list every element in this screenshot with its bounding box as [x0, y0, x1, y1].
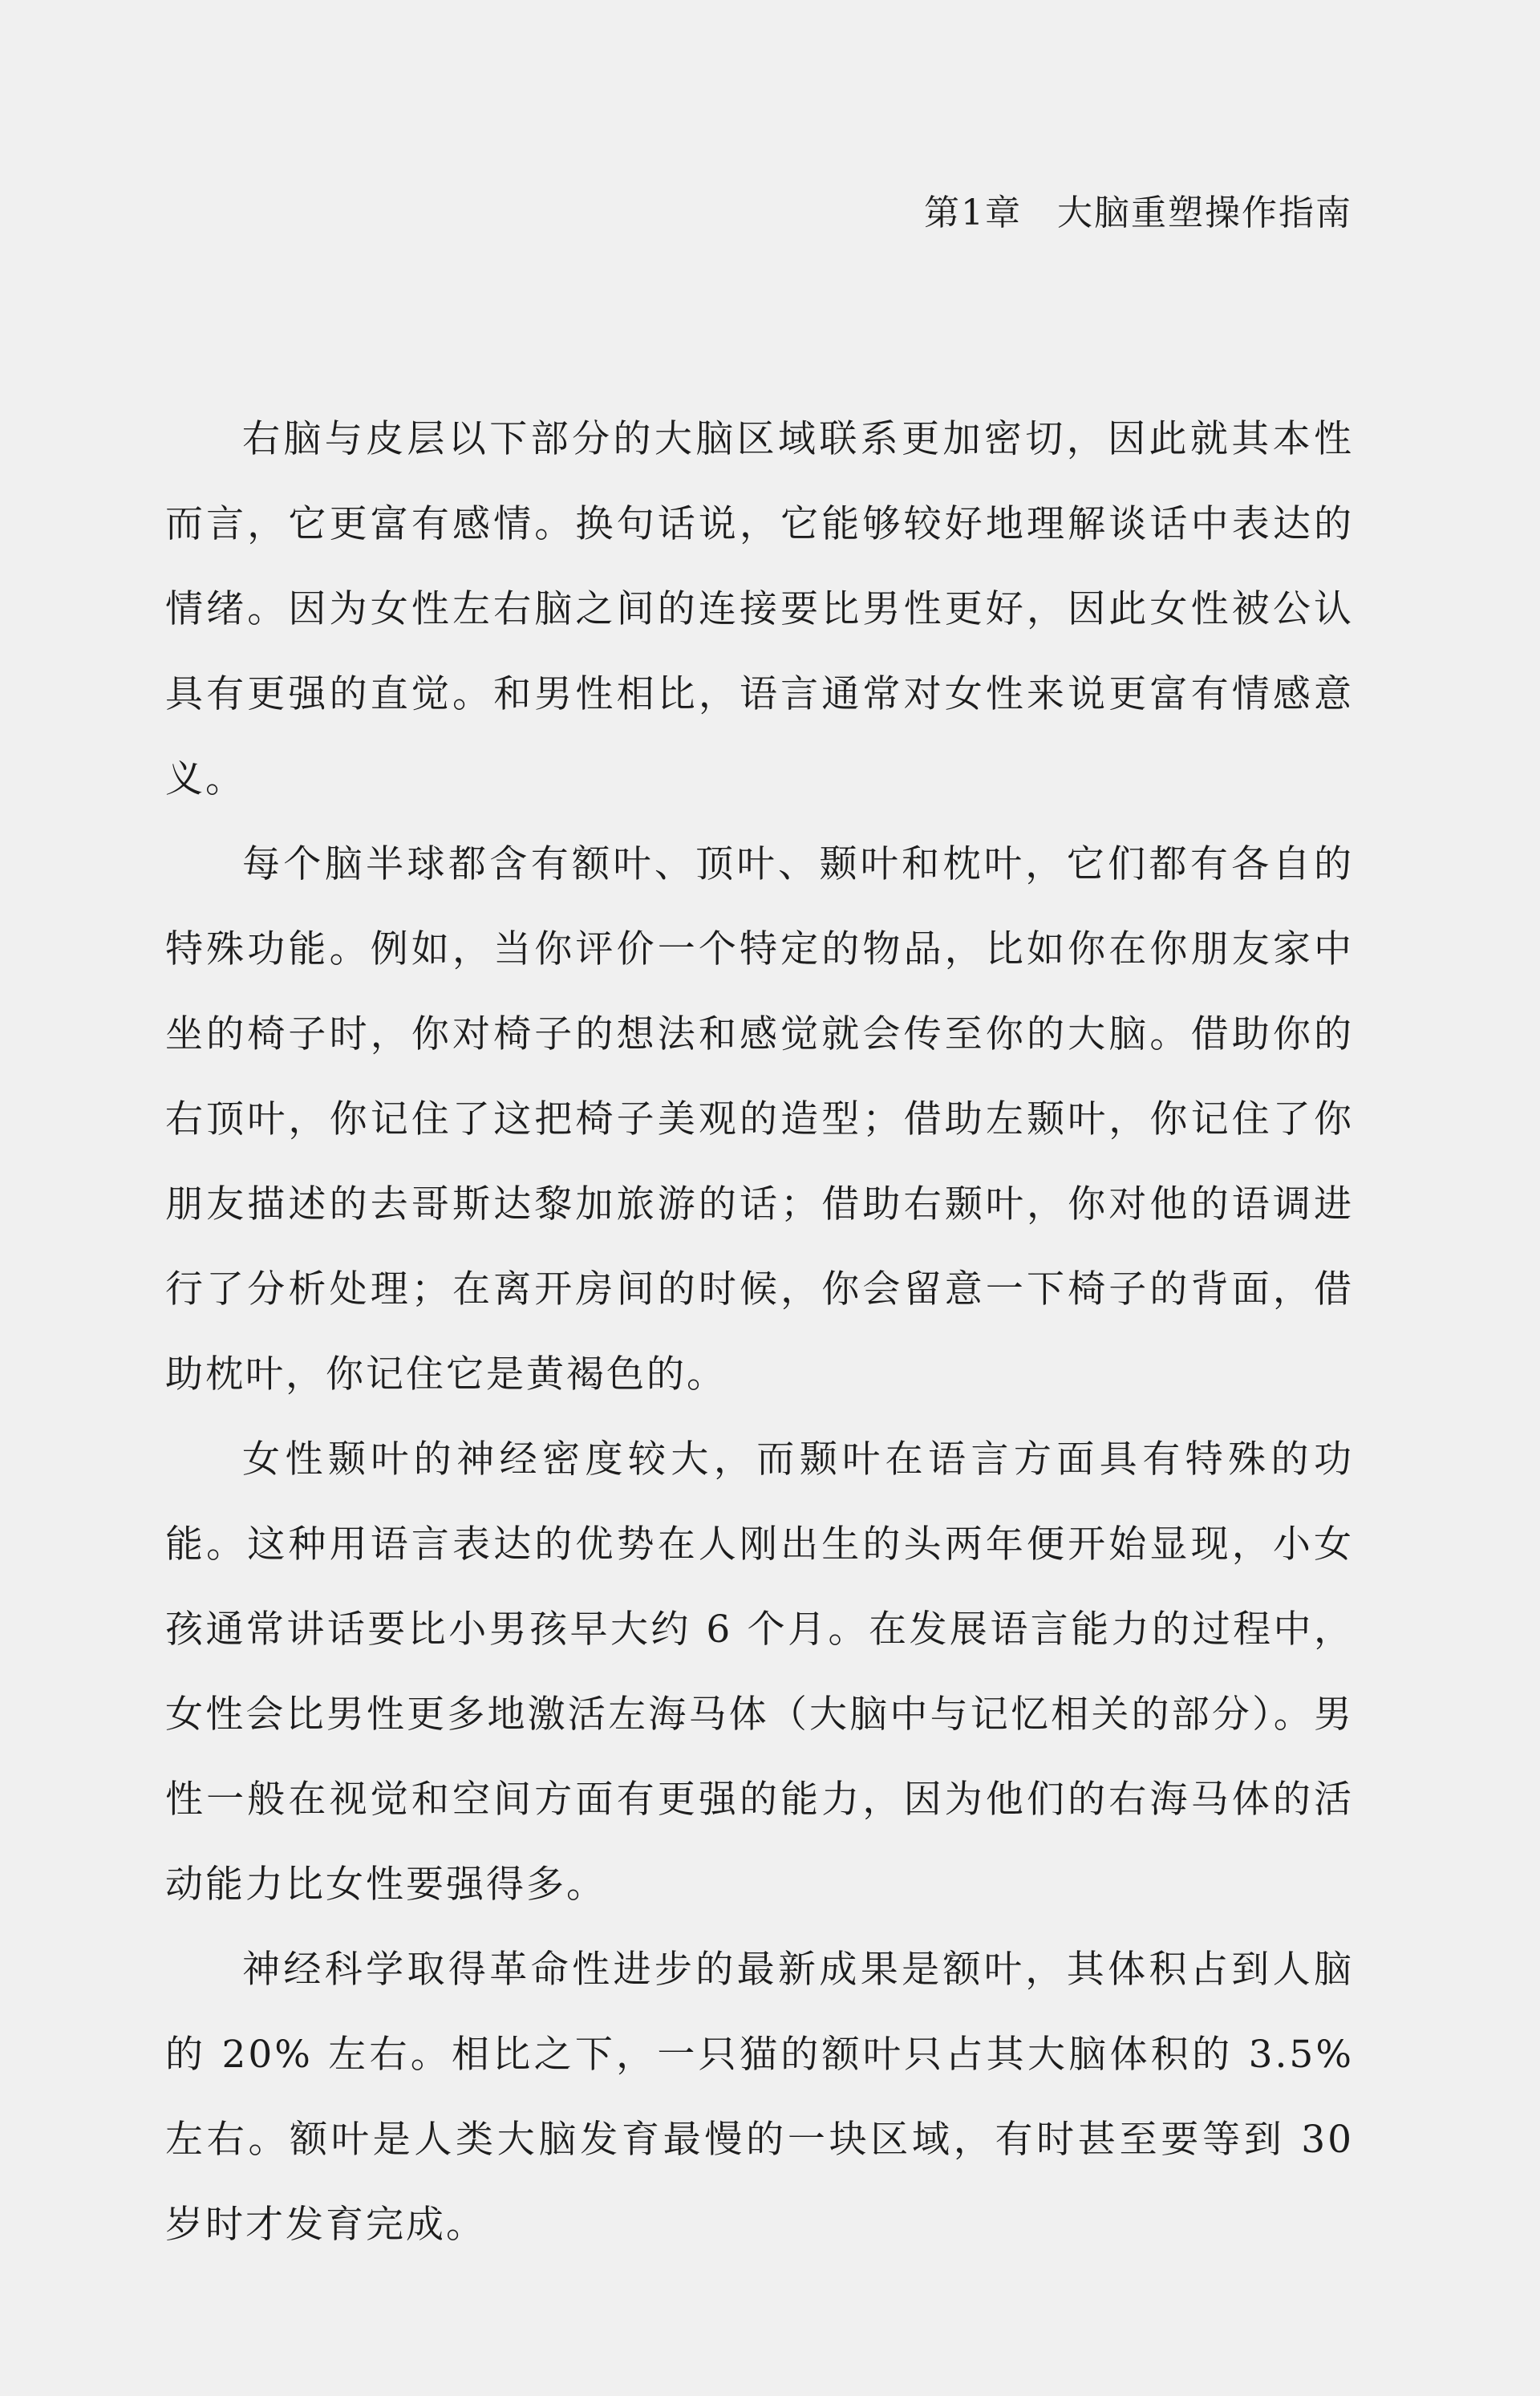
paragraph: 右脑与皮层以下部分的大脑区域联系更加密切，因此就其本性而言，它更富有感情。换句话说，它能够较好地理解谈话中表达的情绪。因为女性左右脑之间的连接要比男性更好，因此女性被公认具有更强的直觉。和男性相比，语言通常对女性来说更富有情感意义。 — [165, 417, 1354, 801]
paragraph: 每个脑半球都含有额叶、顶叶、颞叶和枕叶，它们都有各自的特殊功能。例如，当你评价一个特定的物品，比如你在你朋友家中坐的椅子时，你对椅子的想法和感觉就会传至你的大脑。借助你的右顶叶，你记住了这把椅子美观的造型；借助左颞叶，你记住了你朋友描述的去哥斯达黎加旅游的话；借助右颞叶，你对他的语调进行了分析处理；在离开房间的时候，你会留意一下椅子的背面，借助枕叶，你记住它是黄褐色的。 — [165, 842, 1354, 1397]
chapter-number: 第1章 — [924, 193, 1022, 233]
chapter-title: 大脑重塑操作指南 — [1057, 193, 1352, 233]
body-text — [165, 397, 1354, 2268]
running-header — [924, 189, 1352, 237]
paragraph: 神经科学取得革命性进步的最新成果是额叶，其体积占到人脑的 20% 左右。相比之下，一只猫的额叶只占其大脑体积的 3.5% 左右。额叶是人类大脑发育最慢的一块区域，有时甚至要等到 30 岁时才发育完成。 — [165, 1948, 1354, 2247]
paragraph: 女性颞叶的神经密度较大，而颞叶在语言方面具有特殊的功能。这种用语言表达的优势在人刚出生的头两年便开始显现，小女孩通常讲话要比小男孩早大约 6 个月。在发展语言能力的过程中，女性会比男性更多地激活左海马体（大脑中与记忆相关的部分）。男性一般在视觉和空间方面有更强的能力，因为他们的右海马体的活动能力比女性要强得多。 — [165, 1437, 1354, 1907]
